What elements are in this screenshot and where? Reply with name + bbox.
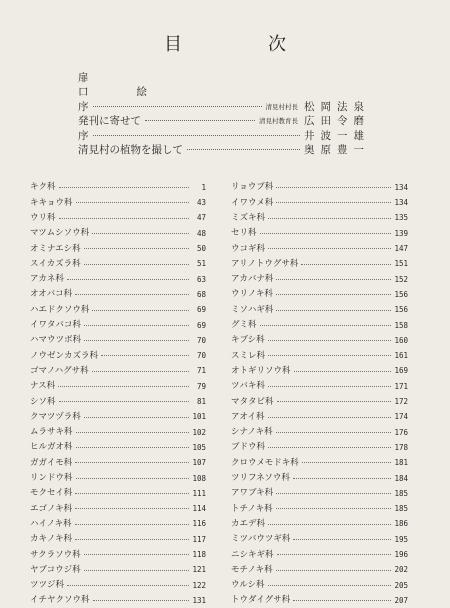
family-name: ヒルガオ科 [30,442,73,453]
family-name: ムラサキ科 [30,427,73,438]
family-name: ブドウ科 [231,442,266,453]
family-name: トチノキ科 [231,503,273,514]
leader-dots [293,539,391,540]
toc-entry [231,501,408,516]
family-name: ミソハギ科 [231,304,274,315]
family-name: ゴマノハグサ科 [30,365,89,376]
family-name: オオバコ科 [30,289,73,300]
toc-entry [30,180,206,195]
leader-dots [302,462,391,463]
leader-dots [101,355,189,356]
toc-entry [231,379,408,394]
leader-dots [84,248,189,249]
page-number: 196 [394,550,408,560]
page-number: 185 [394,488,408,498]
toc-entry [231,455,408,470]
family-name: カエデ科 [231,518,266,529]
toc-entry [30,379,206,394]
toc-entry [231,241,408,256]
toc-entry [30,578,206,593]
family-name: リンドウ科 [30,473,73,484]
family-name: シソ科 [30,396,56,407]
family-name: セリ科 [231,228,257,239]
author-role: 清見村村長 [265,102,298,111]
leader-dots [277,554,391,555]
toc-entry [231,593,408,608]
family-name: ガガイモ科 [30,457,73,468]
family-name: ミズキ科 [231,212,266,223]
toc-entry [30,287,206,302]
leader-dots [59,401,189,402]
page-number: 131 [192,595,206,605]
leader-dots [260,325,391,326]
family-name: ハマウツボ科 [30,335,82,346]
toc-entry [30,440,206,455]
family-name: オミナエシ科 [30,243,81,254]
family-name: アオイ科 [231,411,265,422]
family-name: スミレ科 [231,350,266,361]
page-number: 107 [192,458,206,468]
leader-dots [276,202,391,203]
toc-entry [30,593,206,608]
page-number: 160 [394,335,408,345]
leader-dots [268,447,391,448]
page-number: 47 [196,213,206,223]
toc-entry [231,333,408,348]
leader-dots [268,340,391,341]
toc-entry [30,348,206,363]
leader-dots [75,539,189,540]
page-number: 48 [196,228,206,238]
page-number: 68 [196,289,206,299]
page-number: 116 [192,519,206,529]
page-number: 152 [394,274,408,284]
leader-dots [260,233,391,234]
leader-dots [76,447,189,448]
family-name: アリノトウグサ科 [231,258,299,269]
leader-dots [268,524,391,525]
toc-entry [30,195,206,210]
front-matter-label: 序 [78,129,89,142]
page-number: 63 [196,274,206,284]
toc-entry [30,364,206,379]
toc-entry [30,226,206,241]
front-matter-label: 発刊に寄せて [78,115,141,128]
page-number: 105 [192,442,206,452]
toc-entry [231,272,408,287]
family-name: ノウゼンカズラ科 [30,350,99,361]
leader-dots [293,478,391,479]
family-name: カキノキ科 [30,534,72,545]
family-name: キキョウ科 [30,197,73,208]
family-name: ニシキギ科 [231,549,274,560]
leader-dots [92,371,189,372]
leader-dots [301,264,391,265]
toc-entry [231,547,408,562]
page-number: 181 [394,458,408,468]
leader-dots [75,294,189,295]
leader-dots [75,462,189,463]
page-number: 70 [196,351,206,361]
toc-entry [231,532,408,547]
leader-dots [84,417,189,418]
page-number: 70 [196,335,206,345]
toc-entry [231,517,408,532]
leader-dots [76,478,189,479]
family-name: ウルシ科 [231,580,265,591]
family-name: イチヤクソウ科 [30,595,90,606]
page-number: 69 [196,320,206,330]
front-matter-label: 扉 [78,71,89,84]
leader-dots [75,524,189,525]
page-number: 71 [196,366,206,376]
page-number: 147 [394,244,408,254]
leader-dots [67,279,189,280]
page-number: 178 [394,442,408,452]
toc-entry [231,409,408,424]
page-number: 151 [394,259,408,269]
page-number: 139 [394,228,408,238]
page-number: 158 [394,320,408,330]
leader-dots [276,294,391,295]
page-number: 169 [394,366,408,376]
toc-entry [231,256,408,271]
family-name: ウコギ科 [231,243,266,254]
toc-entry [30,318,206,333]
toc-entry [231,211,408,226]
family-name: モチノキ科 [231,564,273,575]
page-number: 51 [196,259,206,269]
toc-entry [30,211,206,226]
leader-dots [268,218,391,219]
leader-dots [276,279,391,280]
family-name: ツバキ科 [231,381,265,392]
leader-dots [268,585,391,586]
page-number: 118 [192,550,206,560]
toc-entry [30,272,206,287]
leader-dots [75,493,189,494]
front-matter-item [78,128,370,143]
author-name: 広田令磨 [304,115,370,128]
author-name: 松岡法泉 [304,100,370,113]
page-title: 目 次 [164,34,320,55]
toc-entry [30,394,206,409]
family-name: ツリフネソウ科 [231,473,290,484]
family-name: ウリ科 [30,212,56,223]
leader-dots [277,401,391,402]
toc-entry [30,333,206,348]
page-number: 114 [192,504,206,514]
page-number: 79 [196,381,206,391]
author-name: 井波一雄 [304,129,370,142]
toc-entry [231,226,408,241]
family-name: ツツジ科 [30,580,65,591]
leader-dots [276,508,391,509]
family-name: トウダイグサ科 [231,595,291,606]
front-matter-item [78,85,370,100]
page-number: 121 [192,565,206,575]
leader-dots [276,187,391,188]
toc-entry [30,501,206,516]
page-number: 184 [394,473,408,483]
leader-dots [84,570,189,571]
family-name: アカネ科 [30,274,64,285]
front-matter-label: 口絵 [78,86,195,99]
family-name: オトギリソウ科 [231,365,291,376]
page-number: 43 [196,198,206,208]
family-name: キク科 [30,182,56,193]
leader-dots [268,386,391,387]
leader-dots [187,149,300,150]
family-name: クマツヅラ科 [30,411,81,422]
family-name: モクセイ科 [30,488,73,499]
toc-entry [231,394,408,409]
toc-entry [30,302,206,317]
leader-dots [276,432,391,433]
front-matter-item [78,143,370,158]
leader-dots [59,218,189,219]
family-name: ミツバウツギ科 [231,534,291,545]
leader-dots [268,248,391,249]
toc-entry [30,409,206,424]
page-number: 69 [196,305,206,315]
front-matter-item [78,114,370,129]
page-number: 202 [394,565,408,575]
family-name: グミ科 [231,320,257,331]
toc-entry [30,241,206,256]
family-name: イワタバコ科 [30,320,81,331]
family-name: アワブキ科 [231,488,274,499]
toc-entry [231,318,408,333]
page-number: 134 [394,182,408,192]
toc-entry [231,578,408,593]
leader-dots [93,106,262,107]
toc-entry [231,364,408,379]
leader-dots [293,600,391,601]
page-number: 134 [394,198,408,208]
family-list-right [231,180,408,608]
page-number: 195 [394,534,408,544]
family-name: シナノキ科 [231,427,273,438]
leader-dots [92,233,189,234]
family-name: ハエドクソウ科 [30,304,90,315]
family-name: アカバナ科 [231,274,274,285]
page-number: 50 [196,244,206,254]
family-name: ナス科 [30,381,56,392]
page-number: 122 [192,580,206,590]
toc-entry [231,440,408,455]
family-name: クロウメモドキ科 [231,457,299,468]
toc-entry [30,425,206,440]
page-number: 186 [394,519,408,529]
toc-entry [30,486,206,501]
leader-dots [93,600,189,601]
leader-dots [75,508,189,509]
family-name: ハイノキ科 [30,518,72,529]
author-role: 清見村教育長 [259,117,298,126]
leader-dots [268,355,391,356]
leader-dots [76,432,189,433]
page-number: 117 [192,534,206,544]
page-number: 101 [192,412,206,422]
page-number: 81 [196,397,206,407]
family-name: イワウメ科 [231,197,274,208]
page-number: 161 [394,351,408,361]
leader-dots [268,417,392,418]
leader-dots [276,493,391,494]
toc-entry [30,532,206,547]
leader-dots [145,120,255,121]
toc-entry [231,486,408,501]
page-number: 135 [394,213,408,223]
leader-dots [58,386,189,387]
author-name: 奥原豊一 [304,144,370,157]
page-number: 176 [394,427,408,437]
toc-entry [30,562,206,577]
toc-entry [30,256,206,271]
front-matter-list [78,70,370,157]
family-name: サクラソウ科 [30,549,81,560]
family-list-left [30,180,206,608]
toc-entry [30,517,206,532]
page-number: 156 [394,305,408,315]
leader-dots [93,135,301,136]
page-number: 205 [394,580,408,590]
leader-dots [294,371,391,372]
leader-dots [276,310,391,311]
front-matter-item [78,70,370,85]
page-number: 171 [394,381,408,391]
page-number: 185 [394,504,408,514]
toc-entry [30,471,206,486]
leader-dots [84,325,189,326]
page-number: 111 [192,488,206,498]
family-name: エゴノキ科 [30,503,73,514]
page-number: 156 [394,289,408,299]
page-number: 172 [394,397,408,407]
toc-entry [231,425,408,440]
family-name: スイカズラ科 [30,258,81,269]
toc-entry [231,471,408,486]
toc-entry [30,455,206,470]
leader-dots [84,264,189,265]
page-number: 108 [192,473,206,483]
family-name: キブシ科 [231,335,265,346]
family-name: ヤブコウジ科 [30,564,81,575]
page-number: 102 [192,427,206,437]
front-matter-label: 序 [78,100,89,113]
toc-entry [231,195,408,210]
leader-dots [76,202,189,203]
front-matter-label: 清見村の植物を撮して [78,144,183,157]
leader-dots [59,187,189,188]
toc-entry [231,348,408,363]
toc-entry [231,180,408,195]
front-matter-item [78,99,370,114]
family-name: マタタビ科 [231,396,274,407]
page-number: 207 [394,595,408,605]
page-number: 174 [394,412,408,422]
family-name: リョウブ科 [231,182,274,193]
leader-dots [67,585,189,586]
page-number: 1 [201,182,206,192]
toc-entry [231,302,408,317]
leader-dots [276,570,391,571]
family-name: ウリノキ科 [231,289,273,300]
leader-dots [92,310,189,311]
toc-entry [231,562,408,577]
leader-dots [84,340,189,341]
toc-entry [30,547,206,562]
family-name: マツムシソウ科 [30,228,90,239]
leader-dots [84,554,189,555]
toc-entry [231,287,408,302]
